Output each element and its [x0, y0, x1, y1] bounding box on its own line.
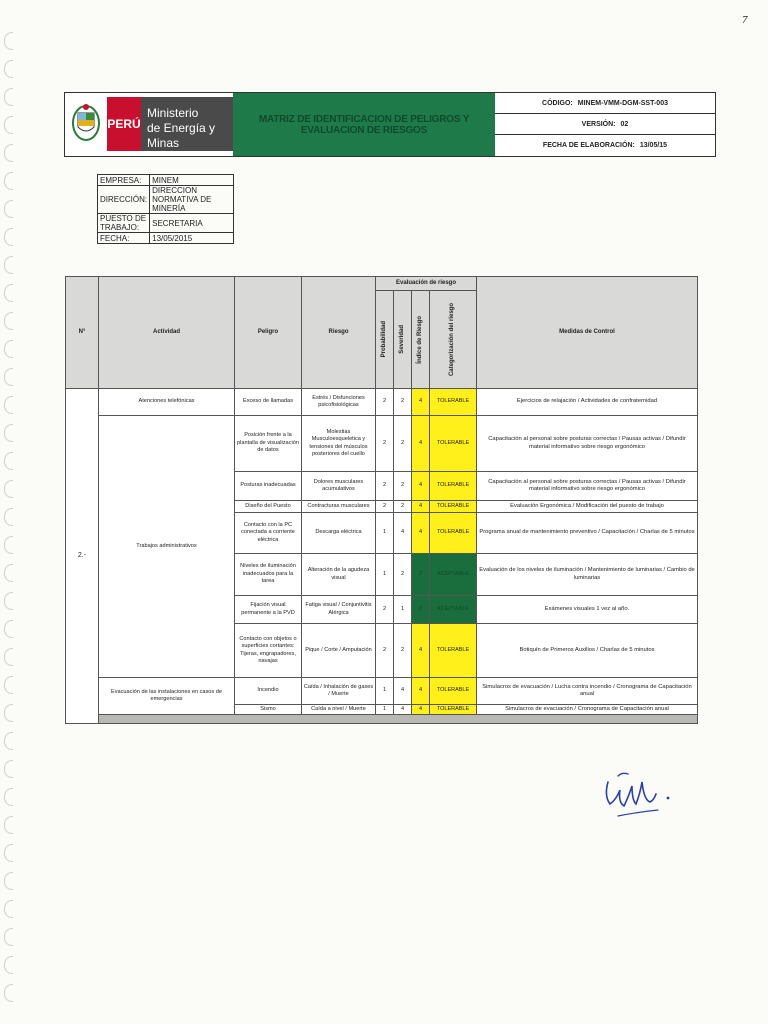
categoria-cell: TOLERABLE [430, 416, 477, 472]
riesgo-cell: Pique / Corte / Amputación [302, 624, 376, 678]
categoria-cell: ACEPTABLE [430, 554, 477, 596]
severidad-cell: 2 [394, 416, 412, 472]
riesgo-cell: Fatiga visual / Conjuntivitis Alérgica [302, 596, 376, 624]
activity-cell: Atenciones telefónicas [99, 389, 235, 416]
fecha-value: 13/05/2015 [150, 233, 234, 244]
severidad-cell: 2 [394, 389, 412, 416]
indice-cell: 4 [412, 705, 430, 715]
puesto-value: SECRETARIA [150, 214, 234, 233]
categoria-cell: TOLERABLE [430, 501, 477, 513]
country-label: PERÚ [107, 97, 141, 151]
col-header-medidas: Medidas de Control [477, 277, 698, 389]
categoria-cell: TOLERABLE [430, 389, 477, 416]
probabilidad-cell: 1 [376, 678, 394, 705]
version-row: VERSIÓN: 02 [495, 114, 715, 135]
medidas-cell: Programa anual de mantenimiento preventivo / Capacitación / Charlas de 5 minutos [477, 513, 698, 554]
logo-block [65, 93, 233, 156]
severidad-cell: 4 [394, 513, 412, 554]
riesgo-cell: Alteración de la agudeza visual [302, 554, 376, 596]
probabilidad-cell: 2 [376, 472, 394, 501]
severidad-cell: 1 [394, 596, 412, 624]
activity-cell: Evacuación de las instalaciones en casos de emergencias [99, 678, 235, 715]
severidad-cell: 2 [394, 501, 412, 513]
medidas-cell: Ejercicios de relajación / Actividades de confraternidad [477, 389, 698, 416]
col-header-categorizacion: Categorización del riesgo [430, 291, 477, 389]
riesgo-cell: Descarga eléctrica [302, 513, 376, 554]
direccion-value: DIRECCION NORMATIVA DE MINERÍA [150, 186, 234, 214]
activity-cell: Trabajos administrativos [99, 416, 235, 678]
medidas-cell: Capacitación al personal sobre posturas correctas / Pausas activas / Difundir material informativo sobre riesgo ergonómico [477, 416, 698, 472]
col-header-peligro: Peligro [235, 277, 302, 389]
medidas-cell: Evaluación Ergonómica / Modificación del puesto de trabajo [477, 501, 698, 513]
riesgo-cell: Molestias Musculoesqueletica y tensiones del músculos posteriores del cuello [302, 416, 376, 472]
peligro-cell: Posición frente a la plantalla de visualización de datos [235, 416, 302, 472]
col-header-evaluacion: Evaluación de riesgo [376, 277, 477, 291]
indice-cell: 2 [412, 596, 430, 624]
col-header-indice: Índice de Riesgo [412, 291, 430, 389]
medidas-cell: Botiquín de Primeros Auxilios / Charlas de 5 minutos [477, 624, 698, 678]
col-header-riesgo: Riesgo [302, 277, 376, 389]
severidad-cell: 4 [394, 678, 412, 705]
severidad-cell: 2 [394, 472, 412, 501]
date-row: FECHA DE ELABORACIÓN: 13/05/15 [542, 141, 668, 149]
medidas-cell: Evaluación de los niveles de iluminación / Mantenimiento de luminarias / Cambio de luminarias [477, 554, 698, 596]
footer-bar-cell [99, 715, 698, 724]
severidad-cell: 2 [394, 554, 412, 596]
indice-cell: 4 [412, 501, 430, 513]
severidad-cell: 4 [394, 705, 412, 715]
probabilidad-cell: 1 [376, 554, 394, 596]
code-row: CÓDIGO: MINEM-VMM-DGM-SST-003 [495, 93, 715, 114]
document-code-box [495, 93, 715, 156]
handwritten-signature [600, 768, 680, 824]
empresa-value: MINEM [150, 175, 234, 186]
puesto-label: PUESTO DE TRABAJO: [98, 214, 150, 233]
empresa-label: EMPRESA: [98, 175, 150, 186]
fecha-label: FECHA: [98, 233, 150, 244]
probabilidad-cell: 2 [376, 624, 394, 678]
col-header-actividad: Actividad [99, 277, 235, 389]
probabilidad-cell: 2 [376, 389, 394, 416]
table-footer-bar [66, 715, 698, 724]
direccion-label: DIRECCIÓN: [98, 186, 150, 214]
riesgo-cell: Caída / Inhalación de gases / Muerte [302, 678, 376, 705]
probabilidad-cell: 1 [376, 513, 394, 554]
peligro-cell: Diseño del Puesto [235, 501, 302, 513]
categoria-cell: ACEPTABLE [430, 596, 477, 624]
binder-holes [0, 0, 18, 1024]
categoria-cell: TOLERABLE [430, 472, 477, 501]
table-row [66, 678, 698, 705]
info-table [97, 174, 234, 244]
indice-cell: 2 [412, 554, 430, 596]
document-title: MATRIZ DE IDENTIFICACION DE PELIGROS Y EVALUACION DE RIESGOS [233, 93, 495, 156]
peligro-cell: Contacto con la PC conectada a corriente eléctrica [235, 513, 302, 554]
col-header-n: N° [66, 277, 99, 389]
document-header [64, 92, 716, 157]
col-header-severidad: Severidad [394, 291, 412, 389]
probabilidad-cell: 1 [376, 705, 394, 715]
peligro-cell: Sismo [235, 705, 302, 715]
indice-cell: 4 [412, 513, 430, 554]
medidas-cell: Capacitación al personal sobre posturas correctas / Pausas activas / Difundir material informativo sobre riesgo ergonómico [477, 472, 698, 501]
severidad-cell: 2 [394, 624, 412, 678]
ministry-name: Ministerio de Energía y Minas [141, 97, 233, 151]
table-row [66, 389, 698, 416]
indice-cell: 4 [412, 389, 430, 416]
medidas-cell: Simulacros de evacuación / Lucha contra incendio / Cronograma de Capacitación anual [477, 678, 698, 705]
riesgo-cell: Dolores musculares acumulativos [302, 472, 376, 501]
probabilidad-cell: 2 [376, 416, 394, 472]
risk-matrix-table [65, 276, 698, 724]
section-number: 2.- [66, 389, 99, 724]
indice-cell: 4 [412, 624, 430, 678]
indice-cell: 4 [412, 472, 430, 501]
coat-of-arms-icon [71, 99, 101, 143]
riesgo-cell: Contracturas musculares [302, 501, 376, 513]
medidas-cell: Exámenes visuales 1 vez al año. [477, 596, 698, 624]
probabilidad-cell: 2 [376, 501, 394, 513]
peligro-cell: Fijación visual permanente a la PVD [235, 596, 302, 624]
peligro-cell: Niveles de iluminación inadecuados para la tarea [235, 554, 302, 596]
table-row [66, 416, 698, 472]
riesgo-cell: Estrés / Disfunciones psicofisiológicas [302, 389, 376, 416]
peligro-cell: Contacto con objetos o superficies cortantes: Tijeras, engrapadores, navajas [235, 624, 302, 678]
indice-cell: 4 [412, 678, 430, 705]
probabilidad-cell: 2 [376, 596, 394, 624]
indice-cell: 4 [412, 416, 430, 472]
page-number: 7 [742, 14, 748, 26]
medidas-cell: Simulacros de evacuación / Cronograma de Capacitación anual [477, 705, 698, 715]
risk-matrix [65, 276, 698, 724]
categoria-cell: TOLERABLE [430, 705, 477, 715]
riesgo-cell: Caída a nivel / Muerte [302, 705, 376, 715]
peligro-cell: Exceso de llamadas [235, 389, 302, 416]
col-header-probabilidad: Probabilidad [376, 291, 394, 389]
categoria-cell: TOLERABLE [430, 678, 477, 705]
peligro-cell: Incendio [235, 678, 302, 705]
peligro-cell: Posturas inadecuadas [235, 472, 302, 501]
categoria-cell: TOLERABLE [430, 624, 477, 678]
categoria-cell: TOLERABLE [430, 513, 477, 554]
